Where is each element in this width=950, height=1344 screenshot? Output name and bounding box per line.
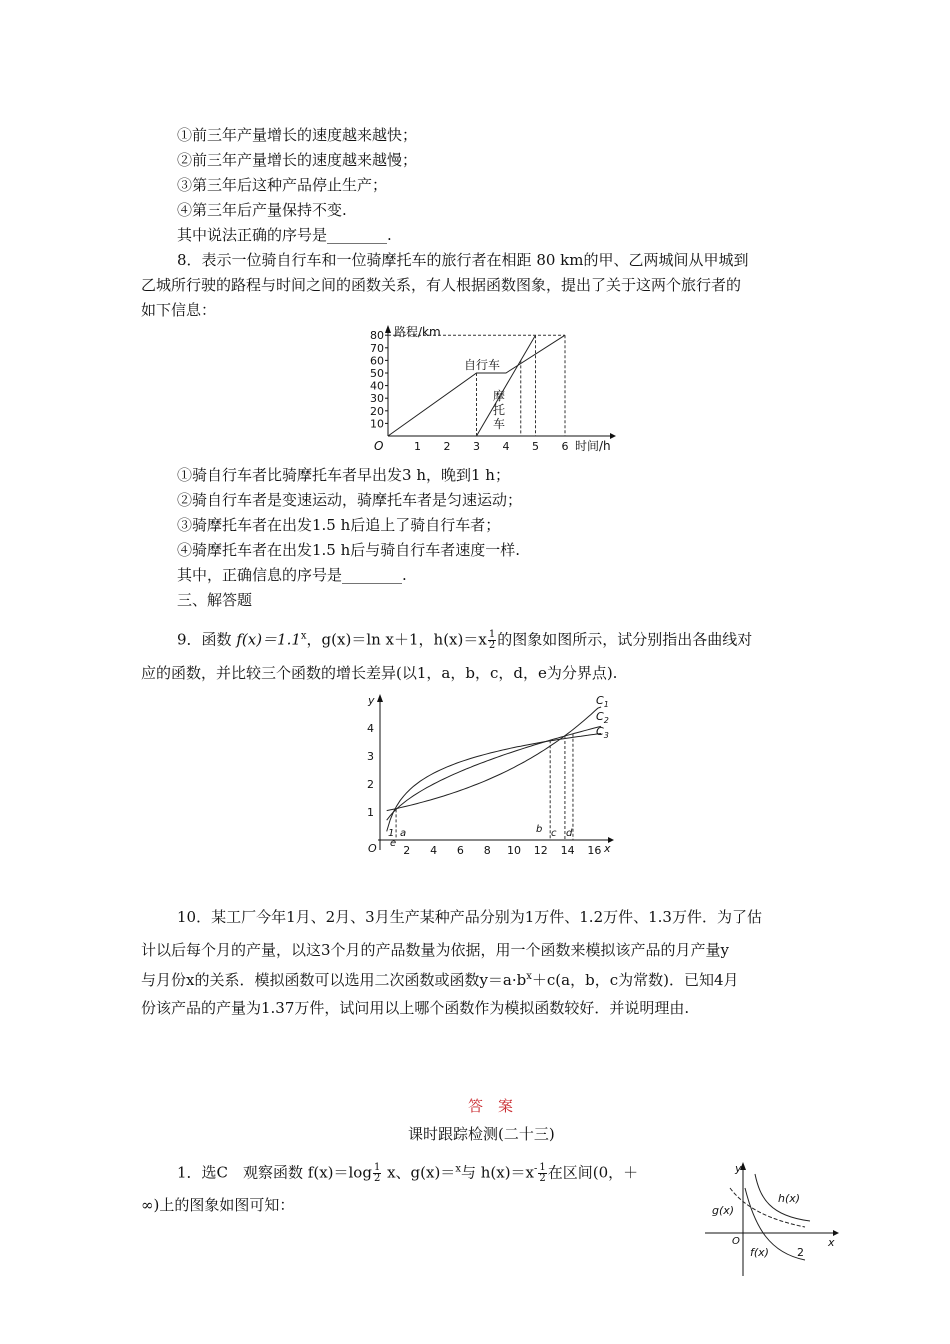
y-tick-label: 70 <box>370 341 384 355</box>
f-curve-label: f(x) <box>750 1246 769 1259</box>
x-tick-label: 10 <box>507 844 521 857</box>
point-label: b <box>536 824 543 835</box>
point-label: 1 <box>388 828 395 839</box>
curve-label: $C_1$ <box>596 694 609 709</box>
q7-item-2: ②前三年产量增长的速度越来越慢； <box>177 151 418 169</box>
travel-chart <box>360 323 620 458</box>
moto-label-3: 车 <box>493 417 506 431</box>
q8-item-2: ②骑自行车者是变速运动，骑摩托车者是匀速运动； <box>177 491 523 509</box>
y-axis-label: y <box>368 694 375 707</box>
q10-line-4: 份该产品的产量为1.37万件，试问用以上哪个函数作为模拟函数较好．并说明理由. <box>141 999 690 1017</box>
growth-chart <box>360 690 620 860</box>
origin-label: O <box>368 842 377 855</box>
c2-curve <box>387 726 601 820</box>
x-tick-label: 1 <box>414 440 421 453</box>
q7-item-1: ①前三年产量增长的速度越来越快； <box>177 126 418 144</box>
y-axis-title: 路程/km <box>394 325 441 339</box>
x-tick-label: 6 <box>561 440 569 453</box>
q9-line-1: 9．函数 $f(x)=1.1^x$，g(x)＝ln x＋1，h(x)＝x $\frac{1}{2}$ 的图象如图所示，试分别指出各曲线对 <box>177 629 753 651</box>
x-axis-title: 时间/h <box>575 439 611 453</box>
x-axis-label: x <box>604 842 611 855</box>
y-tick-label: 40 <box>370 379 384 393</box>
q8-item-4: ④骑摩托车者在出发1.5 h后与骑自行车者速度一样. <box>177 541 521 559</box>
x-tick-label: 3 <box>473 440 480 453</box>
q8-line-1: 8．表示一位骑自行车和一位骑摩托车的旅行者在相距 80 km的甲、乙两城间从甲城到 <box>177 251 749 269</box>
y-tick-label: 3 <box>367 750 374 763</box>
curve-label: $C_3$ <box>596 725 609 740</box>
answer-1-line-1: 1．选C 观察函数 f(x)＝log $\frac{1}{2}$ x、g(x)＝$^x$与 h(x)＝x- $\frac{1}{2}$ 在区间(0，＋ <box>177 1162 639 1184</box>
q8-item-1: ①骑自行车者比骑摩托车者早出发3 h，晚到1 h； <box>177 466 510 484</box>
y-tick-label: 20 <box>370 404 384 418</box>
y-tick-label: 80 <box>370 329 384 343</box>
q8-line-3: 如下信息： <box>141 301 217 319</box>
moto-series-line <box>477 335 536 436</box>
point-label: d <box>566 828 573 839</box>
origin-label: O <box>374 439 384 453</box>
y-tick-label: 60 <box>370 354 384 368</box>
section-heading: 三、解答题 <box>177 591 253 609</box>
q8-item-3: ③骑摩托车者在出发1.5 h后追上了骑自行车者； <box>177 516 501 534</box>
answers-subtitle: 课时跟踪检测(二十三) <box>408 1125 555 1143</box>
origin-label: O <box>732 1236 740 1247</box>
x-tick-label: 16 <box>587 844 602 857</box>
y-tick-label: 4 <box>367 722 374 735</box>
answer-chart <box>700 1158 845 1278</box>
answer-1-line-2: ∞)上的图象如图可知： <box>141 1196 295 1214</box>
y-tick-label: 10 <box>370 417 384 431</box>
y-tick-label: 50 <box>370 367 384 380</box>
q8-line-2: 乙城所行驶的路程与时间之间的函数关系，有人根据函数图象，提出了关于这两个旅行者的 <box>141 276 742 294</box>
h-curve-label: h(x) <box>778 1192 801 1205</box>
x-tick-label: 12 <box>533 844 548 857</box>
point-label: c <box>551 828 557 839</box>
x-tick-label: 4 <box>430 844 438 857</box>
g-curve-label: g(x) <box>712 1204 735 1217</box>
y-tick-label: 1 <box>367 806 374 819</box>
point-label: e <box>390 838 397 849</box>
x-axis-label: x <box>828 1236 835 1249</box>
point-label: a <box>400 828 407 839</box>
curve-label: $C_2$ <box>596 710 609 725</box>
y-axis-label: y <box>735 1162 742 1175</box>
x-tick-label: 6 <box>456 844 464 857</box>
x-tick-label: 8 <box>483 844 491 857</box>
q10-line-1: 10．某工厂今年1月、2月、3月生产某种产品分别为1万件、1.2万件、1.3万件．为了估 <box>177 908 762 926</box>
x-tick-label: 5 <box>532 440 539 453</box>
q9-line-2: 应的函数，并比较三个函数的增长差异(以1，a，b，c，d，e为分界点). <box>141 664 618 682</box>
x-tick-label: 14 <box>560 844 575 857</box>
y-tick-label: 30 <box>370 392 384 406</box>
x-tick-label: 2 <box>443 440 451 453</box>
q7-item-4: ④第三年后产量保持不变. <box>177 201 347 219</box>
x-tick-label: 2 <box>403 844 411 857</box>
q10-line-2: 计以后每个月的产量，以这3个月的产品数量为依据，用一个函数来模拟该产品的月产量y <box>141 941 730 959</box>
base-label: 2 <box>797 1246 804 1259</box>
x-tick-label: 4 <box>502 440 510 453</box>
q10-line-3: 与月份x的关系．模拟函数可以选用二次函数或函数$y=a\cdot b^x+c(a$，b，c为常数)．已知4月 <box>141 971 739 989</box>
q7-answer-prompt: 其中说法正确的序号是________. <box>177 226 392 244</box>
moto-label-1: 摩 <box>493 389 506 403</box>
bike-label: 自行车 <box>464 358 501 372</box>
q7-item-3: ③第三年后这种产品停止生产； <box>177 176 388 194</box>
answers-title: 答 案 <box>468 1097 514 1115</box>
c3-curve <box>387 734 601 832</box>
y-tick-label: 2 <box>367 778 374 791</box>
q8-answer-prompt: 其中，正确信息的序号是________. <box>177 566 407 584</box>
moto-label-2: 托 <box>493 403 506 417</box>
